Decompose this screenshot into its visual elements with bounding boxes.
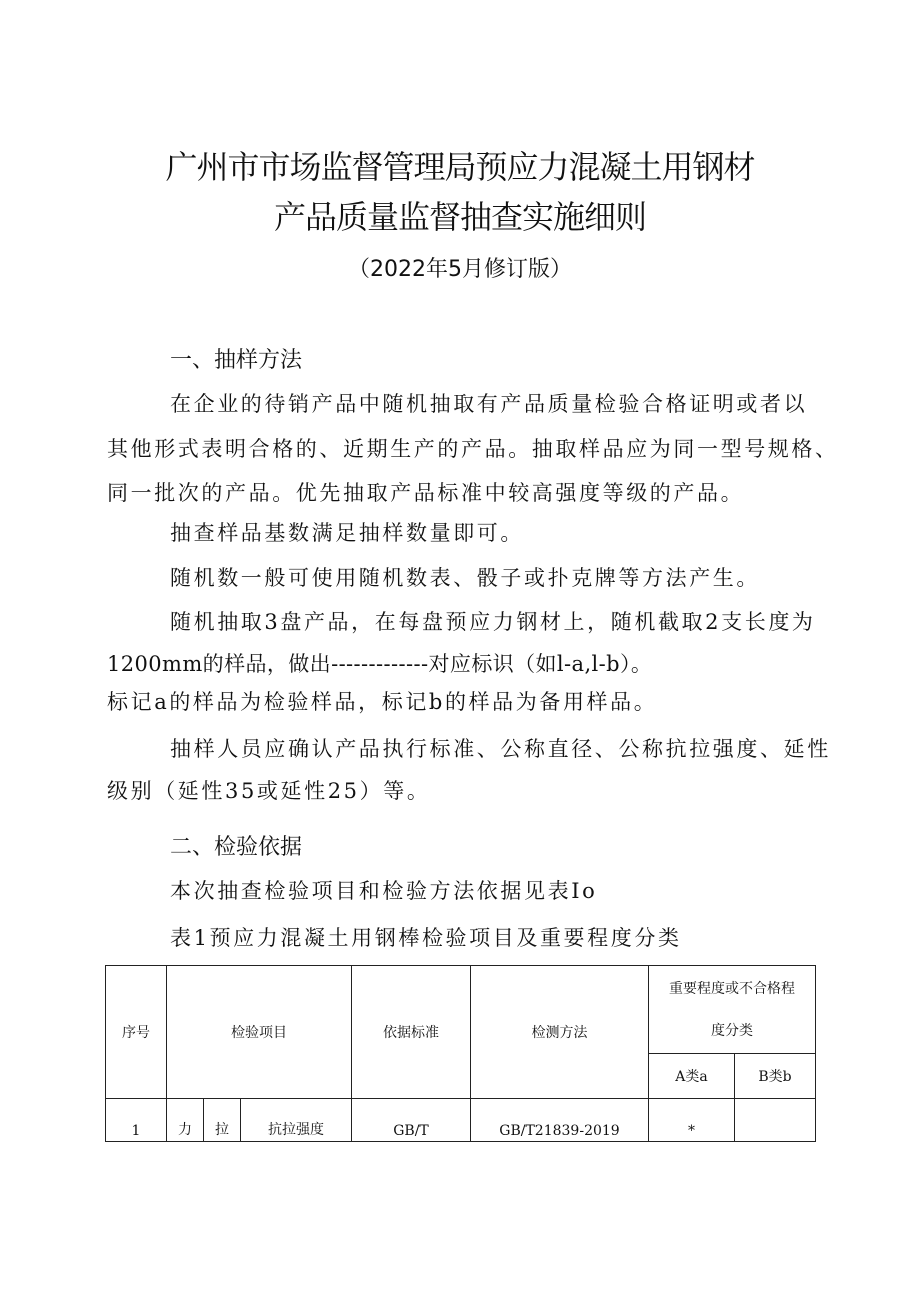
document-title-line2: 产品质量监督抽查实施细则 <box>273 198 646 236</box>
header-importance-line1: 重要程度或不合格程 <box>669 980 795 997</box>
section1-heading: 一、抽样方法 <box>170 348 303 373</box>
header-class-b: B类b <box>735 1054 816 1099</box>
section2-heading: 二、检验依据 <box>170 835 303 860</box>
row-category-1: 力 <box>167 1099 204 1142</box>
row-category-2: 拉 <box>204 1099 241 1142</box>
table-caption: 表1预应力混凝土用钢棒检验项目及重要程度分类 <box>170 926 682 950</box>
inspection-items-table <box>105 965 816 1142</box>
row-class-b <box>735 1099 816 1142</box>
header-class-a: A类a <box>649 1054 735 1099</box>
section1-paragraph4-line3: 标记a的样品为检验样品，标记b的样品为备用样品。 <box>107 690 658 714</box>
section1-paragraph1-line3: 同一批次的产品。优先抽取产品标准中较高强度等级的产品。 <box>107 481 745 505</box>
section1-paragraph2: 抽查样品基数满足抽样数量即可。 <box>170 521 524 545</box>
section1-paragraph4-line1: 随机抽取3盘产品，在每盘预应力钢材上，随机截取2支长度为 <box>170 610 816 634</box>
header-method: 检测方法 <box>471 966 649 1099</box>
row-standard: GB/T <box>352 1099 471 1142</box>
row-class-a: * <box>649 1099 735 1142</box>
row-method: GB/T21839-2019 <box>471 1099 649 1142</box>
section1-paragraph5-line1: 抽样人员应确认产品执行标准、公称直径、公称抗拉强度、延性 <box>170 737 831 761</box>
document-title-line1: 广州市市场监督管理局预应力混凝土用钢材 <box>165 148 755 186</box>
table-header-row <box>106 966 816 1054</box>
header-item: 检验项目 <box>167 966 352 1099</box>
row-item: 抗拉强度 <box>241 1099 352 1142</box>
header-importance <box>649 966 816 1054</box>
section1-paragraph1-line2: 其他形式表明合格的、近期生产的产品。抽取样品应为同一型号规格、 <box>107 437 839 461</box>
header-seq: 序号 <box>106 966 167 1099</box>
section2-paragraph1: 本次抽查检验项目和检验方法依据见表Io <box>170 879 598 903</box>
document-edition: （2022年5月修订版） <box>348 257 572 282</box>
section1-paragraph4-line2: 1200mm的样品，做出-------------对应标识（如l-a,l-b）。 <box>107 652 653 676</box>
header-standard: 依据标准 <box>352 966 471 1099</box>
row-seq: 1 <box>106 1099 167 1142</box>
header-importance-line2: 度分类 <box>711 1022 753 1039</box>
table-row <box>106 1099 816 1142</box>
section1-paragraph1-line1: 在企业的待销产品中随机抽取有产品质量检验合格证明或者以 <box>170 392 808 416</box>
section1-paragraph5-line2: 级别（延性35或延性25）等。 <box>107 779 431 803</box>
section1-paragraph3: 随机数一般可使用随机数表、骰子或扑克牌等方法产生。 <box>170 566 760 590</box>
